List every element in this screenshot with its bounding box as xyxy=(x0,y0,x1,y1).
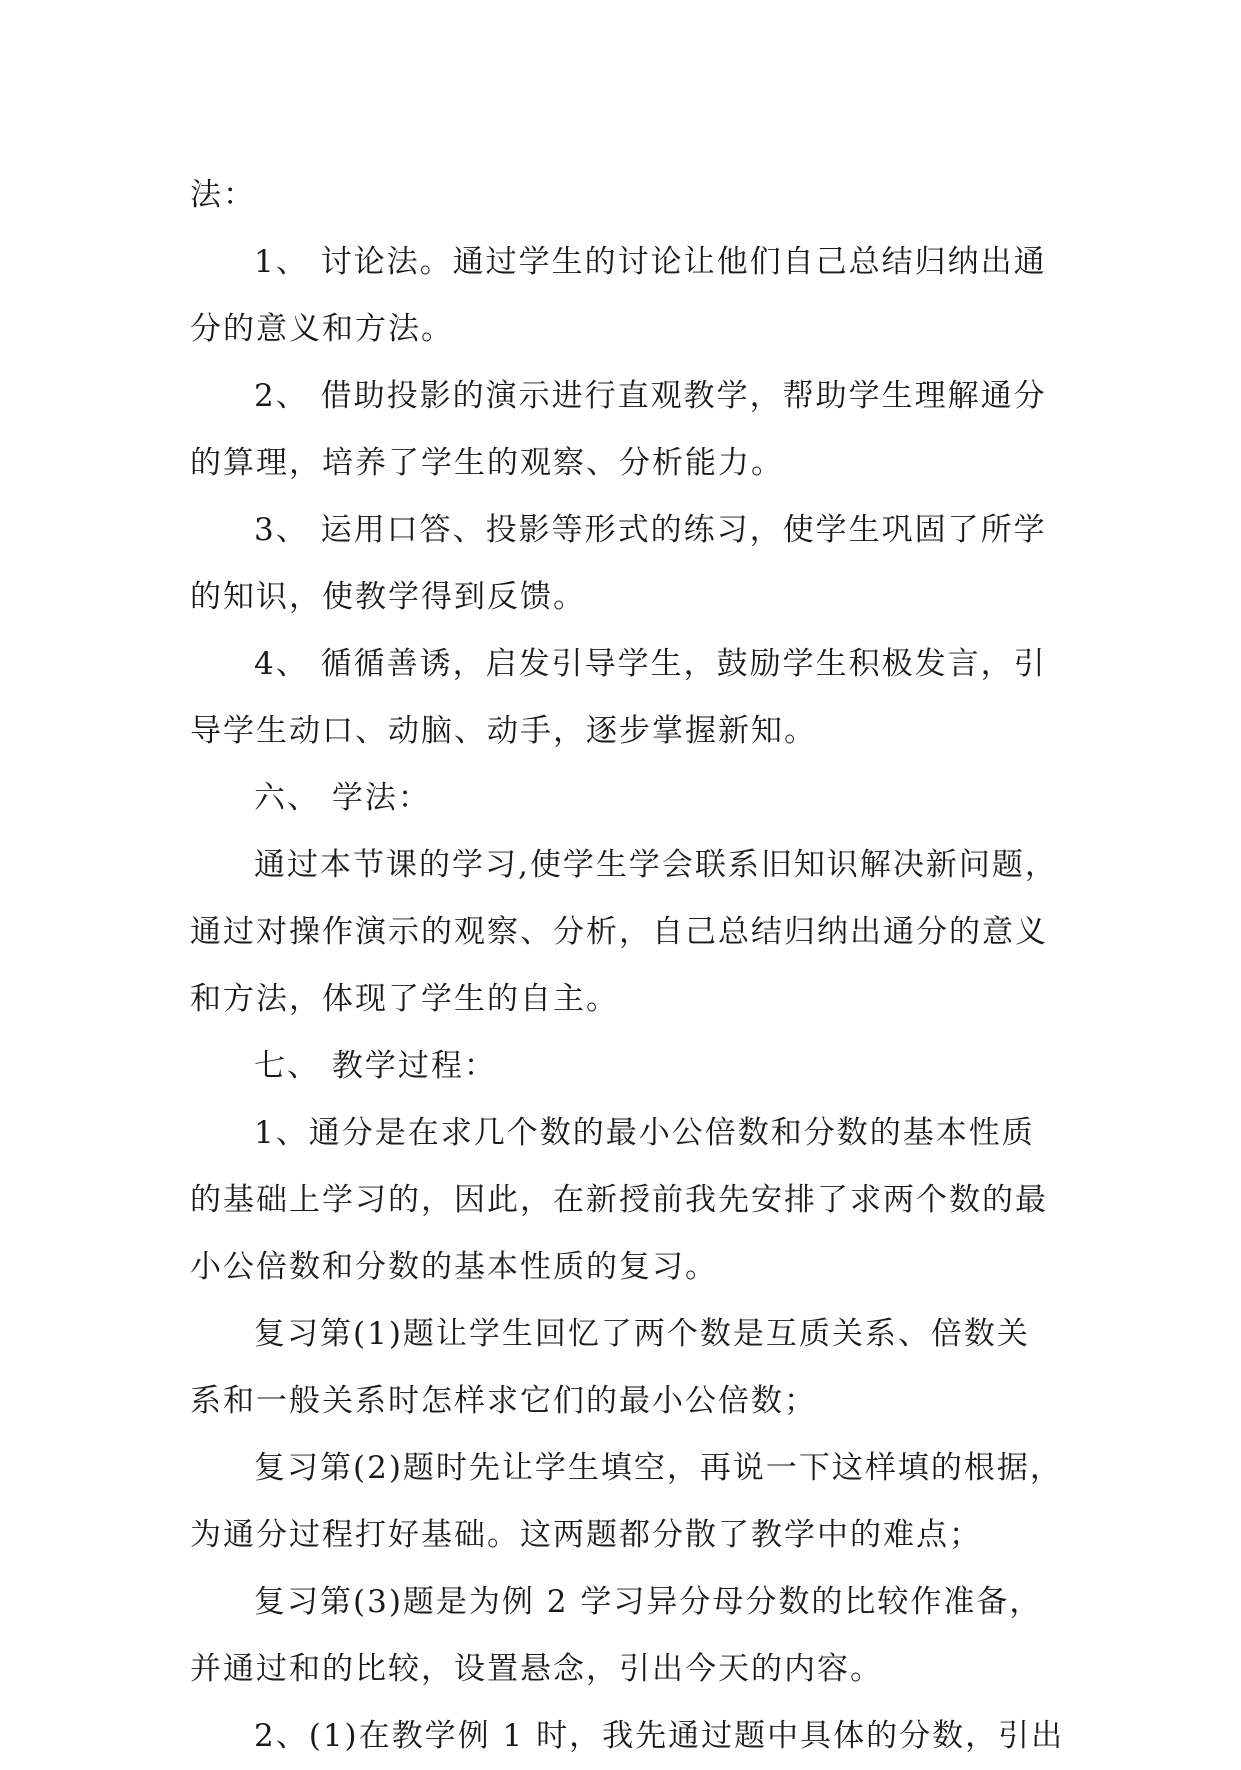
text-line: 通过本节课的学习,使学生学会联系旧知识解决新问题， xyxy=(254,847,1058,883)
section-heading: 六、 学法： xyxy=(254,780,431,816)
text-line: 复习第(1)题让学生回忆了两个数是互质关系、倍数关 xyxy=(254,1316,1030,1352)
text-line: 系和一般关系时怎样求它们的最小公倍数； xyxy=(190,1383,817,1419)
text-line: 的基础上学习的，因此，在新授前我先安排了求两个数的最 xyxy=(190,1182,1048,1218)
text-line: 2、(1)在教学例 1 时，我先通过题中具体的分数，引出 xyxy=(254,1718,1065,1754)
text-line: 小公倍数和分数的基本性质的复习。 xyxy=(190,1249,718,1285)
text-line: 复习第(2)题时先让学生填空，再说一下这样填的根据， xyxy=(254,1450,1063,1486)
text-line: 2、 借助投影的演示进行直观教学，帮助学生理解通分 xyxy=(254,378,1047,414)
text-line: 和方法，体现了学生的自主。 xyxy=(190,981,619,1017)
text-line: 通过对操作演示的观察、分析，自己总结归纳出通分的意义 xyxy=(190,914,1048,950)
text-line: 为通分过程打好基础。这两题都分散了教学中的难点； xyxy=(190,1517,982,1553)
text-line: 4、 循循善诱，启发引导学生，鼓励学生积极发言，引 xyxy=(254,646,1047,682)
text-line: 导学生动口、动脑、动手，逐步掌握新知。 xyxy=(190,713,817,749)
document-page xyxy=(190,162,1065,1770)
text-line: 并通过和的比较，设置悬念，引出今天的内容。 xyxy=(190,1651,883,1687)
text-line: 1、通分是在求几个数的最小公倍数和分数的基本性质 xyxy=(254,1115,1035,1151)
text-line: 复习第(3)题是为例 2 学习异分母分数的比较作准备， xyxy=(254,1584,1043,1620)
text-line: 的算理，培养了学生的观察、分析能力。 xyxy=(190,445,784,481)
text-line: 的知识，使教学得到反馈。 xyxy=(190,579,586,615)
text-line: 3、 运用口答、投影等形式的练习，使学生巩固了所学 xyxy=(254,512,1047,548)
text-line: 法： xyxy=(190,177,256,213)
text-line: 分的意义和方法。 xyxy=(190,311,454,347)
section-heading: 七、 教学过程： xyxy=(254,1048,497,1084)
text-line: 1、 讨论法。通过学生的讨论让他们自己总结归纳出通 xyxy=(254,244,1047,280)
